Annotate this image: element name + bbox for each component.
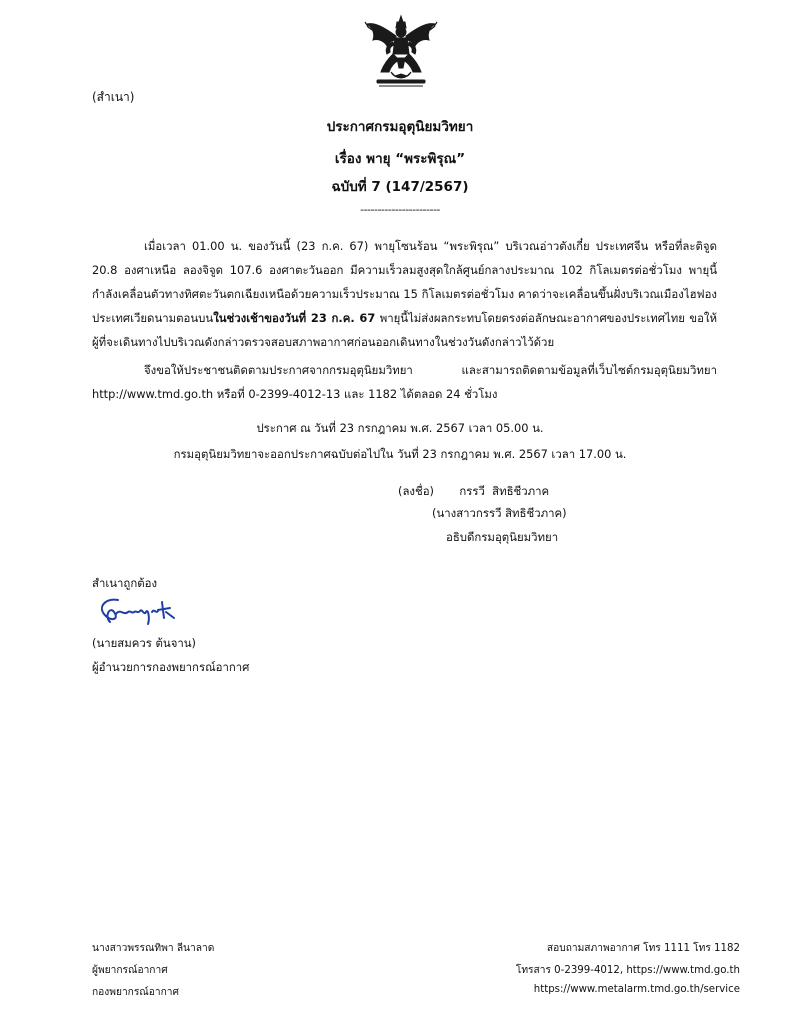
signed-line: (ลงชื่อ) กรรวี สิทธิชีวภาค	[398, 484, 550, 498]
paragraph-2-text: จึงขอให้ประชาชนติดตามประกาศจากกรมอุตุนิยมวิทยา และสามารถติดตามข้อมูลที่เว็บไซต์กรมอุตุนิยมวิทยา http://www.tmd.go.th หรือที่ 0-2399-4012-13 และ 1182 ได้ตลอด 24 ชั่วโมง	[92, 363, 717, 401]
contact-fax-website: โทรสาร 0-2399-4012, https://www.tmd.go.th	[515, 965, 740, 976]
certifier-position: ผู้อำนวยการกองพยากรณ์อากาศ	[92, 660, 250, 674]
page-title: ประกาศกรมอุตุนิยมวิทยา	[326, 119, 474, 135]
body-paragraph-1	[92, 234, 717, 354]
garuda-emblem-icon	[363, 14, 439, 90]
title-separator: -----------------------	[360, 203, 440, 216]
forecaster-division: กองพยากรณ์อากาศ	[92, 987, 179, 998]
handwritten-signature-icon	[96, 594, 184, 628]
body-paragraph-2	[92, 358, 717, 406]
forecaster-name: นางสาวพรรณทิพา ลีนาลาด	[92, 943, 215, 954]
certifier-name: (นายสมควร ต้นจาน)	[92, 636, 197, 650]
contact-phone: สอบถามสภาพอากาศ โทร 1111 โทร 1182	[546, 943, 740, 954]
next-issue-time: กรมอุตุนิยมวิทยาจะออกประกาศฉบับต่อไปใน วันที่ 23 กรกฎาคม พ.ศ. 2567 เวลา 17.00 น.	[173, 447, 627, 461]
issue-number: ฉบับที่ 7 (147/2567)	[331, 179, 469, 195]
signatory-position: อธิบดีกรมอุตุนิยมวิทยา	[446, 530, 559, 544]
paragraph-1-bold: ในช่วงเช้าของวันที่ 23 ก.ค. 67	[213, 311, 376, 325]
signatory-full-name: (นางสาวกรรวี สิทธิชีวภาค)	[432, 506, 567, 520]
paragraph-1-text-a: เมื่อเวลา 01.00 น. ของวันนี้ (23 ก.ค. 67) พายุโซนร้อน “พระพิรุณ” บริเวณอ่าวตังเกี๋ย ประเทศจีน หรือที่ละติจูด 20.8 องศาเหนือ ลองจิจูด 107.6 องศาตะวันออก มีความเร็วลมสูงสุดใกล้ศูนย์กลางประมาณ 102 กิโลเมตรต่อชั่วโมง พายุนี้กำลังเคลื่อนตัวทางทิศตะวันตกเฉียงเหนือด้วยความเร็วประมาณ 15 กิโลเมตรต่อชั่วโมง คาดว่าจะเคลื่อนขึ้นฝั่งบริเวณเมืองไฮฟอง ประเทศเวียดนามตอนบน	[92, 239, 717, 325]
announce-time: ประกาศ ณ วันที่ 23 กรกฎาคม พ.ศ. 2567 เวลา 05.00 น.	[256, 421, 544, 435]
announcement-subject: เรื่อง พายุ “พระพิรุณ”	[334, 151, 466, 167]
paragraph-1-text-b: พายุนี้ไม่ส่งผลกระทบโดยตรงต่อลักษณะอากาศของประเทศไทย ขอให้ผู้ที่จะเดินทางไปบริเวณดังกล่าวตรวจสอบสภาพอากาศก่อนออกเดินทางในช่วงวันดังกล่าวไว้ด้วย	[92, 311, 717, 349]
contact-service-link[interactable]: https://www.metalarm.tmd.go.th/service	[533, 984, 740, 995]
copy-label: (สำเนา)	[92, 90, 135, 104]
forecaster-title: ผู้พยากรณ์อากาศ	[92, 965, 168, 976]
certified-copy-label: สำเนาถูกต้อง	[92, 576, 158, 590]
